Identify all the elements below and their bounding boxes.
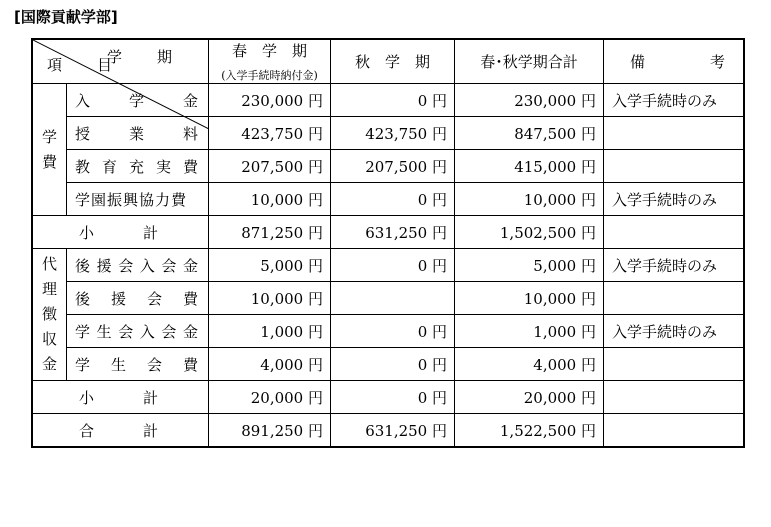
remarks-header bbox=[604, 40, 744, 84]
autumn-cell bbox=[331, 381, 455, 414]
term-label: 学 期 bbox=[106, 48, 182, 66]
spring-cell-value: 4,000 円 bbox=[260, 355, 323, 374]
autumn-cell bbox=[331, 183, 455, 216]
item-cell-char: 援 bbox=[110, 289, 126, 308]
page-title: [国際貢献学部] bbox=[14, 8, 118, 26]
item-cell-text bbox=[75, 255, 198, 276]
item-cell-char: 会 bbox=[118, 322, 134, 341]
subtotal-row bbox=[33, 381, 744, 414]
spring-cell bbox=[209, 381, 331, 414]
category-char: 代 bbox=[41, 255, 57, 273]
subtotal-label-char: 小 bbox=[79, 388, 95, 407]
item-cell-char: 入 bbox=[75, 91, 91, 110]
autumn-cell bbox=[331, 348, 455, 381]
table-row bbox=[33, 315, 744, 348]
item-cell-text bbox=[75, 354, 198, 375]
remarks-cell bbox=[604, 84, 744, 117]
diagonal-header-cell bbox=[33, 40, 209, 84]
spring-cell-value: 10,000 円 bbox=[250, 190, 323, 209]
total-cell-value: 415,000 円 bbox=[514, 157, 596, 176]
item-cell-char: 会 bbox=[161, 322, 177, 341]
spring-cell-value: 1,000 円 bbox=[260, 322, 323, 341]
spring-cell-value: 10,000 円 bbox=[250, 289, 323, 308]
table-row bbox=[33, 348, 744, 381]
total-cell-value: 10,000 円 bbox=[523, 190, 596, 209]
category-char: 金 bbox=[41, 355, 57, 373]
total-cell bbox=[455, 183, 604, 216]
item-cell-char: 学 bbox=[75, 322, 91, 341]
item-label: 項 目 bbox=[47, 56, 123, 74]
category-char: 理 bbox=[41, 280, 57, 298]
fee-table bbox=[32, 39, 744, 447]
spring-cell bbox=[209, 183, 331, 216]
autumn-cell-value: 0 円 bbox=[417, 388, 447, 407]
total-cell-value: 20,000 円 bbox=[523, 388, 596, 407]
item-cell-char: 後 bbox=[75, 256, 91, 275]
spring-header-note: (入学手続時納付金) bbox=[221, 69, 318, 82]
item-cell-char: 学 bbox=[75, 355, 91, 374]
item-cell-text bbox=[75, 288, 198, 309]
spring-cell bbox=[209, 216, 331, 249]
subtotal-label-text bbox=[33, 222, 208, 243]
autumn-cell-value: 631,250 円 bbox=[365, 223, 447, 242]
total-cell bbox=[455, 249, 604, 282]
total-cell bbox=[455, 150, 604, 183]
grand-total-label-char: 計 bbox=[142, 421, 158, 440]
autumn-header bbox=[331, 40, 455, 84]
autumn-cell-value: 631,250 円 bbox=[365, 421, 447, 440]
item-cell bbox=[67, 183, 209, 216]
remarks-header-a: 備 bbox=[630, 53, 646, 71]
autumn-cell bbox=[331, 414, 455, 447]
item-cell-char: 後 bbox=[75, 289, 91, 308]
total-cell bbox=[455, 84, 604, 117]
item-cell-char: 学 bbox=[128, 91, 144, 110]
item-cell-char: 充 bbox=[128, 157, 144, 176]
grand-total-label bbox=[33, 414, 209, 447]
total-cell-value: 10,000 円 bbox=[523, 289, 596, 308]
remarks-cell bbox=[604, 216, 744, 249]
autumn-cell-value: 207,500 円 bbox=[365, 157, 447, 176]
autumn-cell-value: 0 円 bbox=[417, 190, 447, 209]
spring-cell bbox=[209, 249, 331, 282]
subtotal-row bbox=[33, 216, 744, 249]
item-cell bbox=[67, 249, 209, 282]
spring-cell-value: 207,500 円 bbox=[241, 157, 323, 176]
subtotal-label bbox=[33, 381, 209, 414]
item-cell-char: 援 bbox=[96, 256, 112, 275]
spring-cell bbox=[209, 117, 331, 150]
table-header-row bbox=[33, 40, 744, 84]
item-cell-char: 教 bbox=[75, 157, 91, 176]
spring-header-label: 春 学 期 bbox=[231, 42, 307, 60]
item-cell-char: 生 bbox=[110, 355, 126, 374]
autumn-cell bbox=[331, 84, 455, 117]
item-cell-text bbox=[75, 156, 198, 177]
table-row bbox=[33, 183, 744, 216]
table-row bbox=[33, 150, 744, 183]
remarks-cell-value: 入学手続時のみ bbox=[612, 190, 718, 209]
total-cell-value: 1,522,500 円 bbox=[499, 421, 596, 440]
spring-cell-value: 871,250 円 bbox=[241, 223, 323, 242]
total-cell bbox=[455, 414, 604, 447]
item-cell-char: 育 bbox=[101, 157, 117, 176]
table-row bbox=[33, 249, 744, 282]
spring-cell-value: 20,000 円 bbox=[250, 388, 323, 407]
total-cell-value: 1,000 円 bbox=[533, 322, 596, 341]
table-row bbox=[33, 282, 744, 315]
grand-total-label-text bbox=[33, 420, 208, 441]
item-cell bbox=[67, 348, 209, 381]
remarks-cell bbox=[604, 282, 744, 315]
total-cell bbox=[455, 117, 604, 150]
remarks-cell bbox=[604, 348, 744, 381]
item-cell-char: 会 bbox=[118, 256, 134, 275]
spring-cell-value: 423,750 円 bbox=[241, 124, 323, 143]
spring-header bbox=[209, 40, 331, 84]
item-cell bbox=[67, 315, 209, 348]
item-cell-char: 費 bbox=[182, 289, 198, 308]
item-cell-char: 入 bbox=[139, 256, 155, 275]
item-cell-char: 金 bbox=[182, 256, 198, 275]
remarks-cell bbox=[604, 117, 744, 150]
remarks-header-b: 考 bbox=[709, 53, 725, 71]
spring-cell bbox=[209, 84, 331, 117]
item-cell-text bbox=[75, 189, 198, 210]
item-cell bbox=[67, 282, 209, 315]
spring-cell bbox=[209, 150, 331, 183]
total-cell bbox=[455, 315, 604, 348]
autumn-cell bbox=[331, 249, 455, 282]
item-cell-char: 費 bbox=[182, 355, 198, 374]
item-cell bbox=[67, 150, 209, 183]
total-cell bbox=[455, 348, 604, 381]
autumn-cell-value: 0 円 bbox=[417, 91, 447, 110]
remarks-cell bbox=[604, 414, 744, 447]
item-cell-char: 会 bbox=[146, 355, 162, 374]
total-cell-value: 230,000 円 bbox=[514, 91, 596, 110]
item-cell-char: 入 bbox=[139, 322, 155, 341]
remarks-cell-value: 入学手続時のみ bbox=[612, 256, 718, 275]
autumn-cell-value: 0 円 bbox=[417, 355, 447, 374]
remarks-cell bbox=[604, 249, 744, 282]
total-cell bbox=[455, 282, 604, 315]
item-cell-char: 業 bbox=[128, 124, 144, 143]
item-cell-char: 金 bbox=[182, 91, 198, 110]
autumn-cell bbox=[331, 315, 455, 348]
autumn-header-label: 秋 学 期 bbox=[354, 53, 430, 71]
remarks-cell bbox=[604, 315, 744, 348]
item-cell-char: 実 bbox=[155, 157, 171, 176]
remarks-cell-value: 入学手続時のみ bbox=[612, 322, 718, 341]
spring-cell bbox=[209, 282, 331, 315]
spring-cell-value: 230,000 円 bbox=[241, 91, 323, 110]
spring-cell-value: 891,250 円 bbox=[241, 421, 323, 440]
remarks-cell bbox=[604, 381, 744, 414]
total-cell-value: 5,000 円 bbox=[533, 256, 596, 275]
total-cell-value: 4,000 円 bbox=[533, 355, 596, 374]
total-cell-value: 1,502,500 円 bbox=[499, 223, 596, 242]
grand-total-label-char: 合 bbox=[79, 421, 95, 440]
autumn-cell bbox=[331, 282, 455, 315]
item-cell-char: 学園振興協力費 bbox=[75, 190, 188, 209]
spring-cell bbox=[209, 315, 331, 348]
autumn-cell-value: 0 円 bbox=[417, 322, 447, 341]
total-header-label: 春･秋学期合計 bbox=[480, 53, 578, 71]
category-char: 収 bbox=[41, 330, 57, 348]
subtotal-label bbox=[33, 216, 209, 249]
total-cell bbox=[455, 381, 604, 414]
remarks-cell bbox=[604, 150, 744, 183]
item-cell-char: 生 bbox=[96, 322, 112, 341]
category-cell bbox=[33, 249, 67, 381]
remarks-cell bbox=[604, 183, 744, 216]
spring-cell bbox=[209, 348, 331, 381]
total-cell bbox=[455, 216, 604, 249]
subtotal-label-text bbox=[33, 387, 208, 408]
subtotal-label-char: 計 bbox=[142, 388, 158, 407]
spring-cell-value: 5,000 円 bbox=[260, 256, 323, 275]
total-cell-value: 847,500 円 bbox=[514, 124, 596, 143]
category-char: 費 bbox=[41, 152, 57, 171]
item-cell-char: 金 bbox=[182, 322, 198, 341]
item-cell-char: 会 bbox=[161, 256, 177, 275]
spring-cell bbox=[209, 414, 331, 447]
item-cell-char: 会 bbox=[146, 289, 162, 308]
autumn-cell bbox=[331, 216, 455, 249]
remarks-cell-value: 入学手続時のみ bbox=[612, 91, 718, 110]
total-header bbox=[455, 40, 604, 84]
category-char: 徴 bbox=[41, 305, 57, 323]
autumn-cell-value: 0 円 bbox=[417, 256, 447, 275]
category-char: 学 bbox=[41, 127, 57, 146]
item-cell-text bbox=[75, 321, 198, 342]
autumn-cell bbox=[331, 117, 455, 150]
item-cell-char: 授 bbox=[75, 124, 91, 143]
subtotal-label-char: 小 bbox=[79, 223, 95, 242]
grand-total-row bbox=[33, 414, 744, 447]
item-cell-char: 費 bbox=[182, 157, 198, 176]
autumn-cell bbox=[331, 150, 455, 183]
subtotal-label-char: 計 bbox=[142, 223, 158, 242]
item-cell-char: 料 bbox=[182, 124, 198, 143]
autumn-cell-value: 423,750 円 bbox=[365, 124, 447, 143]
